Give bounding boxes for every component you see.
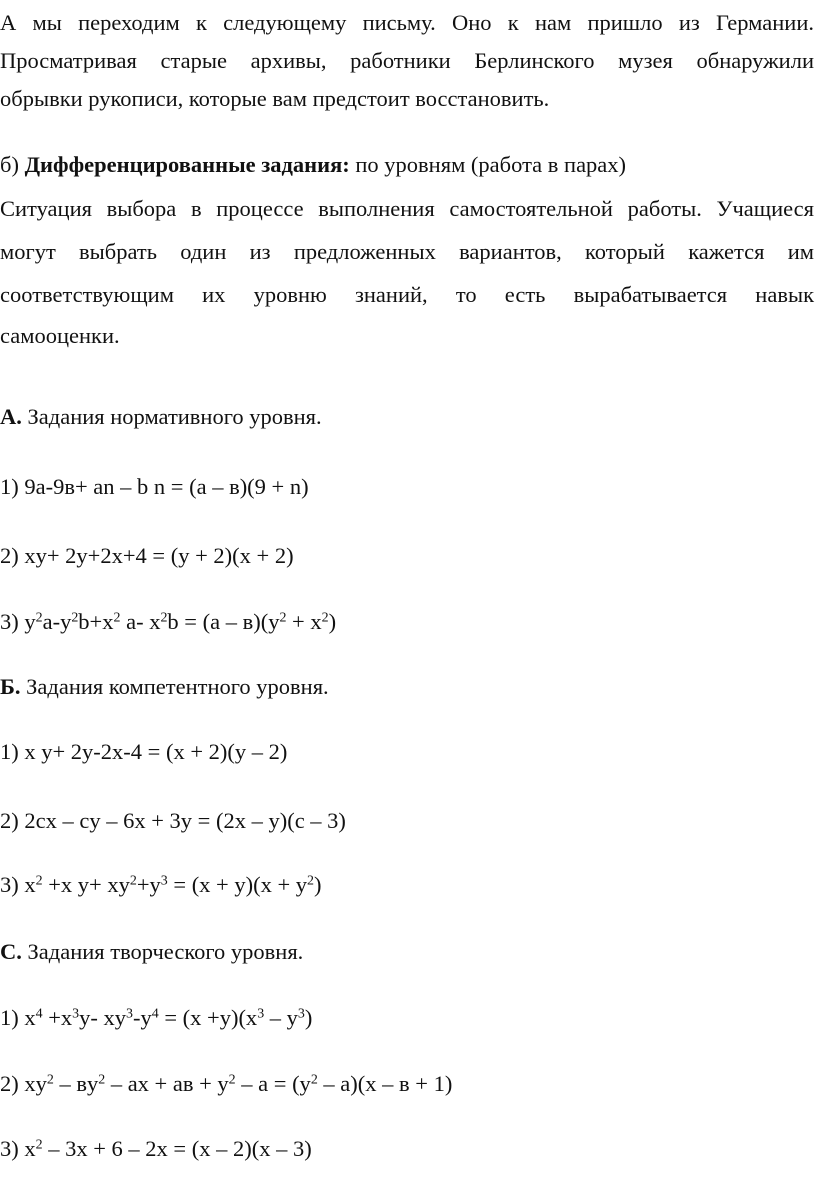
task-line: 1) 9а-9в+ аn – b n = (а – в)(9 + n) bbox=[0, 474, 309, 499]
section-b-prefix: б) bbox=[0, 152, 19, 177]
level-b-marker: Б. bbox=[0, 674, 21, 699]
intro-line: Просматривая старые архивы, работники Берлинского музея обнаружили bbox=[0, 48, 814, 73]
paragraph-line: соответствующим их уровню знаний, то есть вырабатывается навык bbox=[0, 282, 814, 307]
section-b-heading bbox=[0, 154, 626, 177]
level-b-title: Задания компетентного уровня. bbox=[26, 674, 329, 699]
task-line: 3) $x^2 - 3x + 6 - 2x = (x - 2)(x - 3)$ bbox=[0, 1136, 312, 1161]
task-line: 2) $xy^2 - вy^2$ – ax + aв + $y^2 - a = (y^2 - a)(x - в + 1)$ bbox=[0, 1071, 453, 1096]
intro-line: обрывки рукописи, которые вам предстоит восстановить. bbox=[0, 86, 550, 111]
section-b-rest: по уровням (работа в парах) bbox=[355, 152, 627, 177]
paragraph-line: Ситуация выбора в процессе выполнения самостоятельной работы. Учащиеся bbox=[0, 196, 814, 221]
level-a-heading bbox=[0, 406, 322, 429]
task-line: 2) 2cx – cy – 6x + 3y = (2x – y)(c – 3) bbox=[0, 808, 346, 833]
task-line: 1) $x^4 +x^3y-$ $xy^3-y^4 = (x +y)(x^3 - y^3)$ bbox=[0, 1005, 313, 1030]
level-c-heading bbox=[0, 941, 303, 964]
task-line: 3) $y^2a-y^2b+x^2$ a- $x^2b = (a - в)(y^2 + x^2)$ bbox=[0, 609, 337, 634]
task-line: 3) $x^2 +x$ $y+ xy^2+y^3 = (x + y)(x + y^2)$ bbox=[0, 872, 322, 897]
section-b-bold-title: Дифференцированные задания: bbox=[24, 152, 350, 177]
paragraph-line: самооценки. bbox=[0, 323, 120, 348]
task-line: 1) x y+ 2y-2x-4 = (x + 2)(y – 2) bbox=[0, 739, 288, 764]
paragraph-line: могут выбрать один из предложенных вариантов, который кажется им bbox=[0, 239, 814, 264]
intro-line: А мы переходим к следующему письму. Оно к нам пришло из Германии. bbox=[0, 10, 814, 35]
level-a-marker: А. bbox=[0, 404, 22, 429]
level-c-marker: С. bbox=[0, 939, 22, 964]
level-a-title: Задания нормативного уровня. bbox=[27, 404, 322, 429]
level-c-title: Задания творческого уровня. bbox=[27, 939, 304, 964]
level-b-heading bbox=[0, 676, 329, 699]
task-line: 2) xy+ 2y+2x+4 = (y + 2)(x + 2) bbox=[0, 543, 294, 568]
